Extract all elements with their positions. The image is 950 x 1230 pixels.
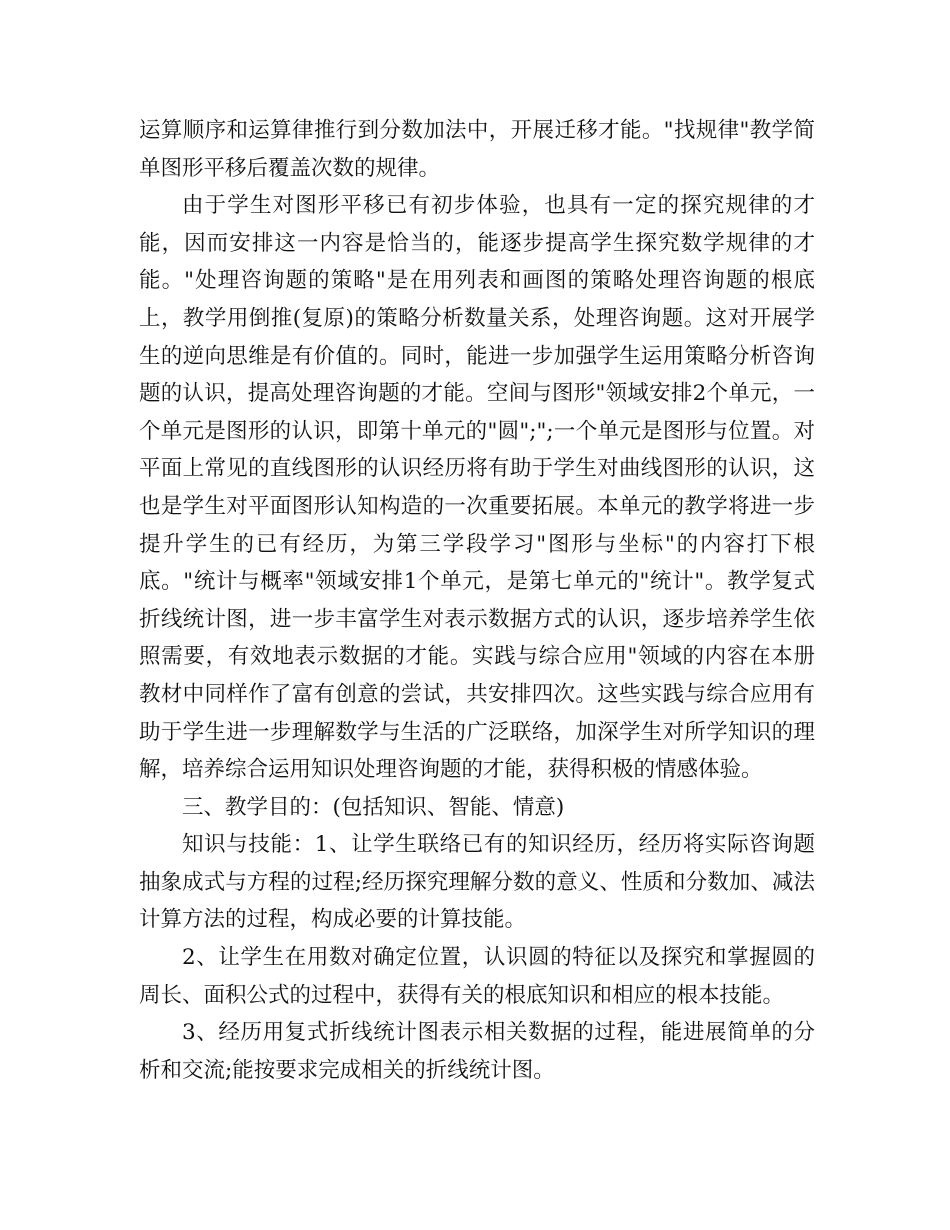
paragraph-content-arrangement: 由于学生对图形平移已有初步体验，也具有一定的探究规律的才能，因而安排这一内容是恰当的，能逐步提高学生探究数学规律的才能。"处理咨询题的策略"是在用列表和画图的策略处理咨询题的根底上，教学用倒推(复原)的策略分析数量关系，处理咨询题。这对开展学生的逆向思维是有价值的。同时，能进一步加强学生运用策略分析咨询题的认识，提高处理咨询题的才能。空间与图形"领域安排2个单元，一个单元是图形的认识，即第十单元的"圆";";一个单元是图形与位置。对平面上常见的直线图形的认识经历将有助于学生对曲线图形的认识，这也是学生对平面图形认知构造的一次重要拓展。本单元的教学将进一步提升学生的已有经历，为第三学段学习"图形与坐标"的内容打下根底。"统计与概率"领域安排1个单元，是第七单元的"统计"。教学复式折线统计图，进一步丰富学生对表示数据方式的认识，逐步培养学生依照需要，有效地表示数据的才能。实践与综合应用"领域的内容在本册教材中同样作了富有创意的尝试，共安排四次。这些实践与综合应用有助于学生进一步理解数学与生活的广泛联络，加深学生对所学知识的理解，培养综合运用知识处理咨询题的才能，获得积极的情感体验。	[139, 193, 815, 783]
section-heading-teaching-goals: 三、教学目的：(包括知识、智能、情意)	[182, 794, 565, 820]
document-body	[139, 112, 815, 1089]
paragraph-knowledge-skills-3: 3、经历用复式折线统计图表示相关数据的过程，能进展简单的分析和交流;能按要求完成相关的折线统计图。	[139, 1020, 815, 1083]
paragraph-continuation: 运算顺序和运算律推行到分数加法中，开展迁移才能。"找规律"教学简单图形平移后覆盖次数的规律。	[139, 118, 815, 181]
paragraph-knowledge-skills-1: 知识与技能：1、让学生联络已有的知识经历，经历将实际咨询题抽象成式与方程的过程;经历探究理解分数的意义、性质和分数加、减法计算方法的过程，构成必要的计算技能。	[139, 832, 815, 933]
paragraph-knowledge-skills-2: 2、让学生在用数对确定位置，认识圆的特征以及探究和掌握圆的周长、面积公式的过程中，获得有关的根底知识和相应的根本技能。	[139, 945, 815, 1008]
